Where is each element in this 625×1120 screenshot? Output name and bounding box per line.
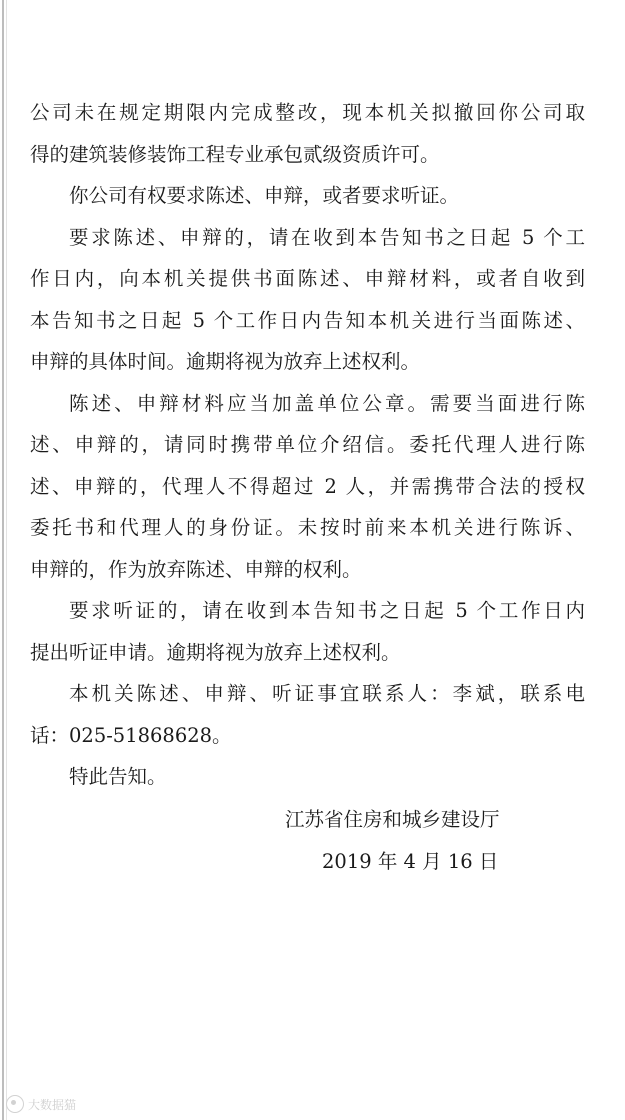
paragraph-line: 申辩的，作为放弃陈述、申辩的权利。 [30, 557, 362, 581]
paragraph-line: 述、申辩的，请同时携带单位介绍信。委托代理人进行陈 [30, 433, 585, 456]
paragraph-line: 你公司有权要求陈述、申辩，或者要求听证。 [69, 184, 460, 207]
paragraph-line: 述、申辩的，代理人不得超过 2 人，并需携带合法的授权 [30, 474, 585, 498]
paragraph-line: 委托书和代理人的身份证。未按时前来本机关进行陈诉、 [30, 516, 585, 539]
page-edge-shadow [6, 0, 7, 1120]
paragraph-line: 申辩的具体时间。逾期将视为放弃上述权利。 [30, 350, 421, 373]
paragraph-6 [30, 673, 585, 756]
paragraph-line: 得的建筑装修装饰工程专业承包贰级资质许可。 [30, 142, 440, 166]
paragraph-line: 要求陈述、申辩的，请在收到本告知书之日起 5 个工 [69, 225, 585, 249]
watermark-logo-icon [6, 1095, 24, 1113]
paragraph-2 [30, 175, 585, 217]
watermark [6, 1093, 76, 1115]
paragraph-7 [30, 756, 585, 798]
paragraph-4 [30, 383, 585, 591]
paragraph-line: 作日内，向本机关提供书面陈述、申辩材料，或者自收到 [30, 267, 585, 290]
paragraph-line: 特此告知。 [69, 765, 167, 788]
paragraph-line: 本机关陈述、申辩、听证事宜联系人：李斌，联系电 [69, 682, 585, 705]
paragraph-1 [30, 92, 585, 175]
paragraph-line: 话：025-51868628。 [30, 723, 232, 747]
page-edge [2, 0, 4, 1120]
paragraph-line: 陈述、申辩材料应当加盖单位公章。需要当面进行陈 [69, 391, 585, 415]
issue-date: 2019 年 4 月 16 日 [322, 850, 499, 873]
paragraph-line: 要求听证的，请在收到本告知书之日起 5 个工作日内 [69, 599, 585, 622]
paragraph-line: 公司未在规定期限内完成整改，现本机关拟撤回你公司取 [30, 101, 585, 124]
watermark-text: 大数据猫 [28, 1097, 77, 1112]
paragraph-line: 提出听证申请。逾期将视为放弃上述权利。 [30, 640, 401, 664]
paragraph-5 [30, 590, 585, 673]
signature-block [30, 799, 585, 883]
paragraph-3 [30, 217, 585, 383]
issuing-agency: 江苏省住房和城乡建设厅 [285, 808, 500, 831]
paragraph-line: 本告知书之日起 5 个工作日内告知本机关进行当面陈述、 [30, 308, 585, 332]
document-body [30, 92, 585, 798]
